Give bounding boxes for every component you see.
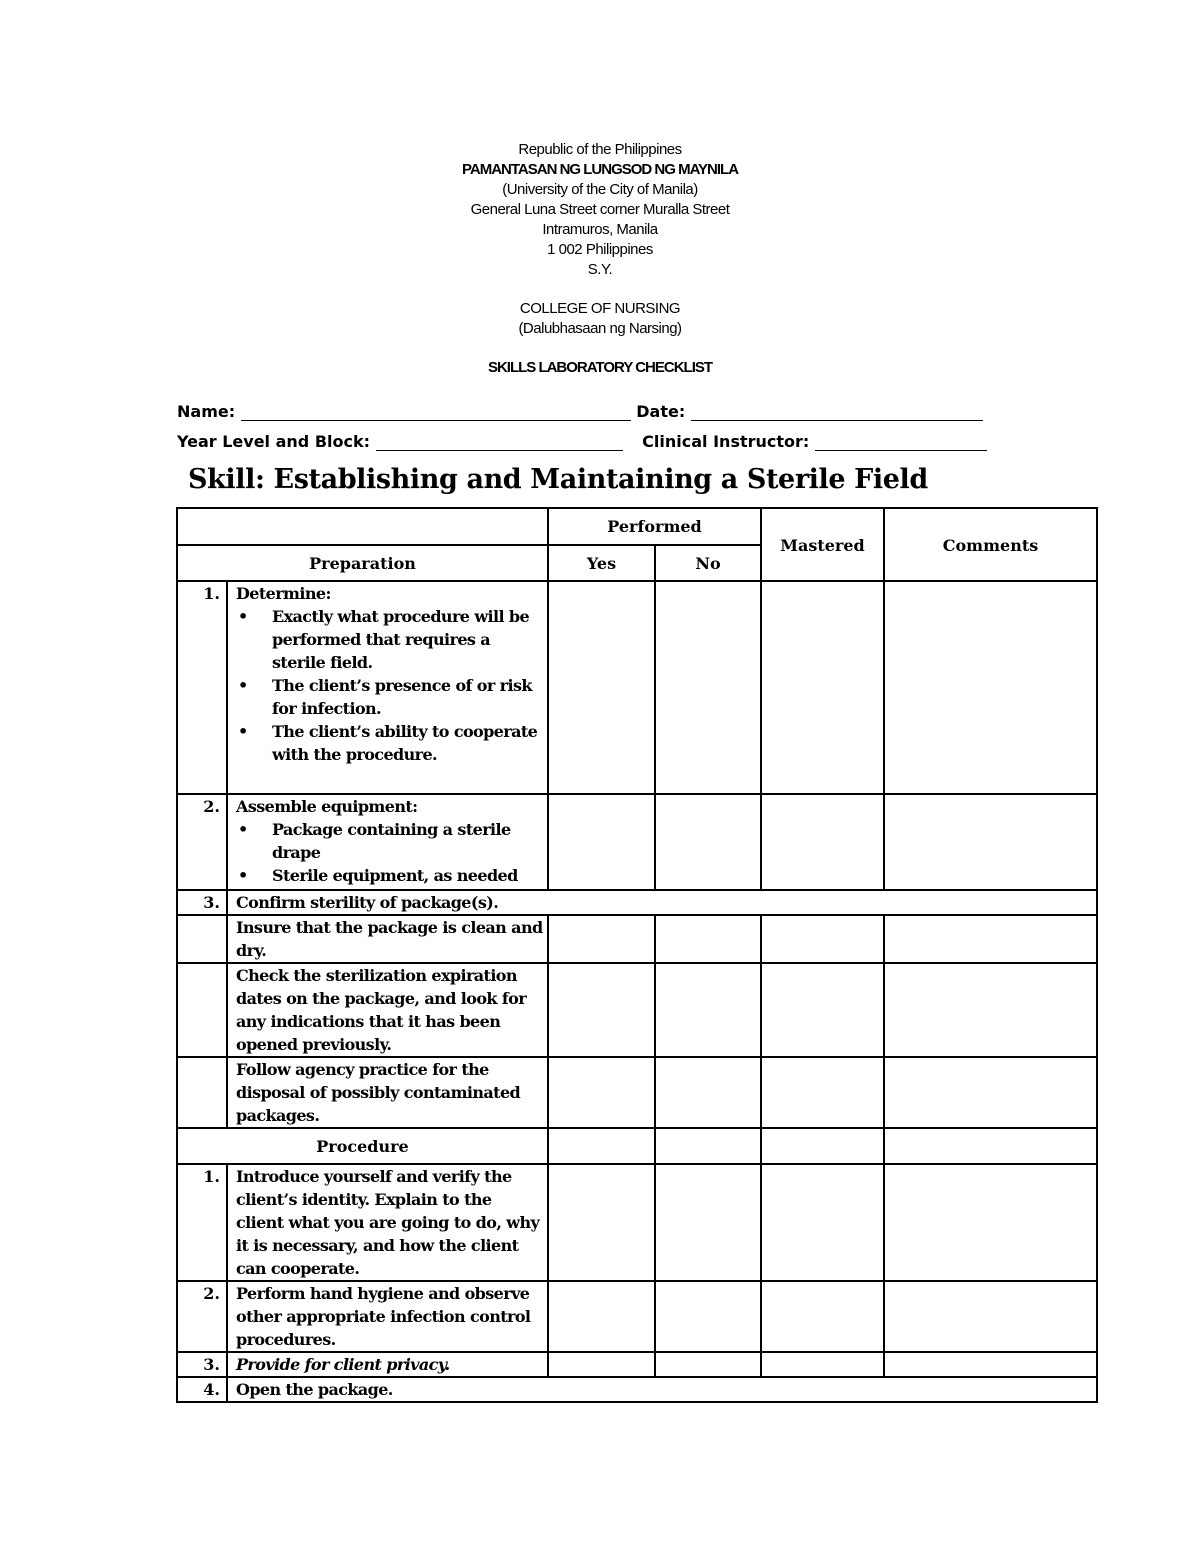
comments-header bbox=[884, 508, 1097, 581]
step-text bbox=[227, 1352, 548, 1377]
mastered-cell[interactable] bbox=[761, 1352, 884, 1377]
yes-cell[interactable] bbox=[548, 1281, 655, 1352]
comments-cell[interactable] bbox=[884, 1281, 1097, 1352]
clinical-instructor-field[interactable] bbox=[815, 433, 987, 451]
document-header bbox=[0, 140, 1200, 378]
no-cell[interactable] bbox=[655, 1128, 761, 1164]
step-number: 1. bbox=[177, 581, 227, 794]
performed-header: Performed bbox=[548, 508, 761, 545]
step-title: Assemble equipment: bbox=[236, 797, 418, 816]
step-title: Determine: bbox=[236, 584, 331, 603]
mastered-cell[interactable] bbox=[761, 794, 884, 890]
table-row bbox=[177, 1377, 1097, 1402]
bullet-list bbox=[236, 818, 543, 887]
table-row bbox=[177, 1164, 1097, 1281]
substep-text: Check the sterilization expiration dates on the package, and look for any indications that it has been opened previously. bbox=[227, 963, 548, 1057]
no-cell[interactable] bbox=[655, 581, 761, 794]
header-blank-cell bbox=[177, 508, 548, 545]
year-block-label: Year Level and Block: bbox=[177, 432, 371, 451]
step-number: 4. bbox=[177, 1377, 227, 1402]
mastered-header-label: Mastered bbox=[780, 536, 865, 555]
step-number: 3. bbox=[177, 1352, 227, 1377]
mastered-cell[interactable] bbox=[761, 963, 884, 1057]
name-field[interactable] bbox=[241, 403, 631, 421]
mastered-cell[interactable] bbox=[761, 581, 884, 794]
college-name: COLLEGE OF NURSING bbox=[519, 300, 681, 317]
substep-text: Insure that the package is clean and dry. bbox=[227, 915, 548, 963]
form-row-year-instructor bbox=[177, 432, 987, 451]
name-label: Name: bbox=[177, 402, 236, 421]
header-spacer bbox=[0, 339, 1200, 358]
header-university-name: PAMANTASAN NG LUNGSOD NG MAYNILA bbox=[461, 161, 739, 178]
table-row bbox=[177, 1352, 1097, 1377]
table-row bbox=[177, 915, 1097, 963]
header-street: General Luna Street corner Muralla Street bbox=[470, 201, 730, 218]
bullet-item: • The client’s presence of or risk for infection. bbox=[272, 674, 543, 720]
no-cell[interactable] bbox=[655, 1281, 761, 1352]
date-label: Date: bbox=[636, 402, 686, 421]
step-text-italic: Provide for client privacy. bbox=[236, 1355, 450, 1374]
yes-cell[interactable] bbox=[548, 963, 655, 1057]
step-text: Open the package. bbox=[227, 1377, 1097, 1402]
step-number: 3. bbox=[177, 890, 227, 915]
yes-cell[interactable] bbox=[548, 794, 655, 890]
bullet-list bbox=[236, 605, 543, 766]
mastered-cell[interactable] bbox=[761, 1128, 884, 1164]
no-cell[interactable] bbox=[655, 963, 761, 1057]
comments-cell[interactable] bbox=[884, 581, 1097, 794]
header-school-year: S.Y. bbox=[587, 261, 613, 278]
comments-cell[interactable] bbox=[884, 963, 1097, 1057]
procedure-section-row bbox=[177, 1128, 1097, 1164]
step-number: 2. bbox=[177, 794, 227, 890]
step-text bbox=[227, 581, 548, 794]
step-number: 2. bbox=[177, 1281, 227, 1352]
bullet-item: • Exactly what procedure will be performed that requires a sterile field. bbox=[272, 605, 543, 674]
header-spacer bbox=[0, 280, 1200, 299]
yes-cell[interactable] bbox=[548, 581, 655, 794]
skill-title: Skill: Establishing and Maintaining a Sterile Field bbox=[188, 464, 928, 495]
table-row bbox=[177, 794, 1097, 890]
no-cell[interactable] bbox=[655, 915, 761, 963]
table-row bbox=[177, 581, 1097, 794]
document-title: SKILLS LABORATORY CHECKLIST bbox=[487, 359, 713, 376]
comments-cell[interactable] bbox=[884, 1057, 1097, 1128]
form-row-name-date bbox=[177, 402, 983, 421]
procedure-header: Procedure bbox=[177, 1128, 548, 1164]
step-number: 1. bbox=[177, 1164, 227, 1281]
table-row bbox=[177, 963, 1097, 1057]
college-name-filipino: (Dalubhasaan ng Narsing) bbox=[518, 320, 682, 337]
no-cell[interactable] bbox=[655, 1057, 761, 1128]
no-cell[interactable] bbox=[655, 794, 761, 890]
step-number-blank bbox=[177, 963, 227, 1057]
mastered-cell[interactable] bbox=[761, 1057, 884, 1128]
header-city: Intramuros, Manila bbox=[542, 221, 658, 238]
table-row bbox=[177, 1057, 1097, 1128]
yes-cell[interactable] bbox=[548, 1057, 655, 1128]
mastered-cell[interactable] bbox=[761, 915, 884, 963]
step-text bbox=[227, 794, 548, 890]
header-row-top bbox=[177, 508, 1097, 545]
bullet-item: • Package containing a sterile drape bbox=[272, 818, 543, 864]
table-row bbox=[177, 1281, 1097, 1352]
no-cell[interactable] bbox=[655, 1164, 761, 1281]
substep-text: Follow agency practice for the disposal of possibly contaminated packages. bbox=[227, 1057, 548, 1128]
step-text: Perform hand hygiene and observe other appropriate infection control procedures. bbox=[227, 1281, 548, 1352]
date-field[interactable] bbox=[691, 403, 983, 421]
preparation-header: Preparation bbox=[177, 545, 548, 581]
comments-cell[interactable] bbox=[884, 915, 1097, 963]
clinical-instructor-label: Clinical Instructor: bbox=[642, 432, 810, 451]
mastered-cell[interactable] bbox=[761, 1281, 884, 1352]
step-text: Confirm sterility of package(s). bbox=[227, 890, 1097, 915]
no-header: No bbox=[655, 545, 761, 581]
checklist-table bbox=[176, 507, 1098, 1403]
yes-cell[interactable] bbox=[548, 1164, 655, 1281]
step-number-blank bbox=[177, 915, 227, 963]
comments-header-label: Comments bbox=[942, 536, 1039, 555]
header-republic: Republic of the Philippines bbox=[518, 141, 682, 158]
yes-cell[interactable] bbox=[548, 1128, 655, 1164]
header-university-english: (University of the City of Manila) bbox=[502, 181, 698, 198]
table-row bbox=[177, 890, 1097, 915]
yes-cell[interactable] bbox=[548, 915, 655, 963]
header-postal: 1 002 Philippines bbox=[547, 241, 653, 258]
comments-cell[interactable] bbox=[884, 794, 1097, 890]
year-block-field[interactable] bbox=[376, 433, 623, 451]
step-text: Introduce yourself and verify the client’s identity. Explain to the client what you are going to do, why it is necessary, and how the client can cooperate. bbox=[227, 1164, 548, 1281]
bullet-item: • Sterile equipment, as needed bbox=[272, 864, 543, 887]
mastered-cell[interactable] bbox=[761, 1164, 884, 1281]
no-cell[interactable] bbox=[655, 1352, 761, 1377]
mastered-header bbox=[761, 508, 884, 581]
step-number-blank bbox=[177, 1057, 227, 1128]
comments-cell[interactable] bbox=[884, 1164, 1097, 1281]
comments-cell[interactable] bbox=[884, 1352, 1097, 1377]
bullet-item: • The client’s ability to cooperate with the procedure. bbox=[272, 720, 543, 766]
yes-header: Yes bbox=[548, 545, 655, 581]
comments-cell[interactable] bbox=[884, 1128, 1097, 1164]
yes-cell[interactable] bbox=[548, 1352, 655, 1377]
